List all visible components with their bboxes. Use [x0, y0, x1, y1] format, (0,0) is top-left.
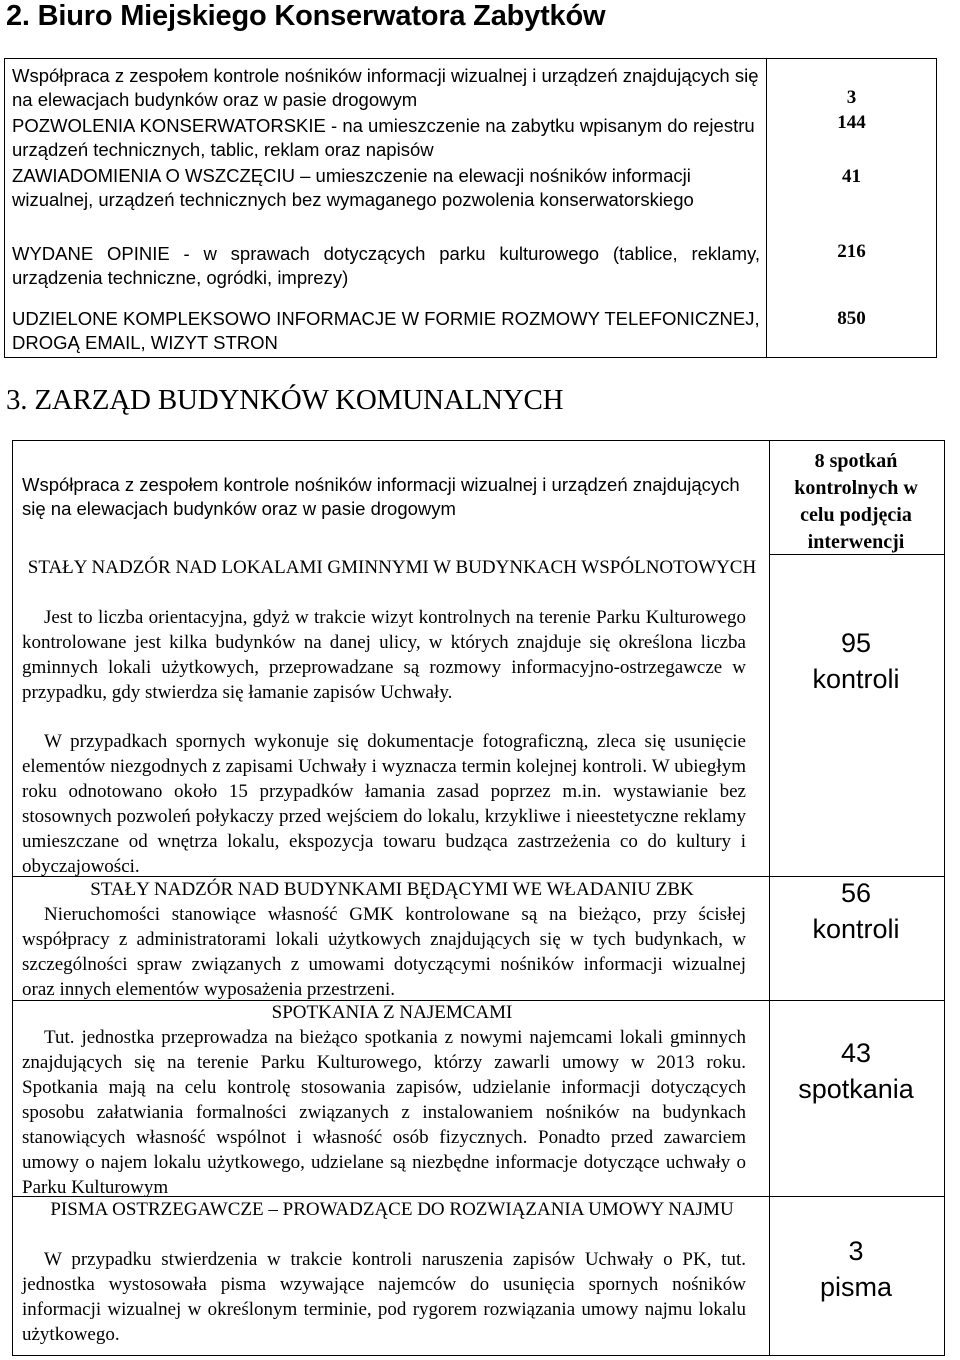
s3-block-4-para-1: W przypadku stwierdzenia w trakcie kontroli naruszenia zapisów Uchwały o PK, tut. jednostka wystosowała pisma wzywające najemców do usunięcia spornych nośników informacji wizualnej w określonym terminie, pod rygorem rozwiązania umowy najmu lokalu użytkowego. [22, 1249, 746, 1345]
s3-block-1-value-number: 95 [840, 628, 872, 658]
s3-block-4-value-number: 3 [848, 1236, 864, 1266]
s2-row-4-value: 216 [837, 241, 866, 262]
s2-row-4-text: WYDANE OPINIE - w sprawach dotyczących parku kulturowego (tablice, reklamy, urządzenia techniczne, ogródki, imprezy) [12, 243, 760, 288]
s3-block-4-value-unit: pisma [819, 1272, 893, 1302]
s3-block-1-para-1: Jest to liczba orientacyjna, gdyż w trakcie wizyt kontrolnych na terenie Parku Kulturowego kontrolowane jest kilka budynków na danej ulicy, w których znajduje się określona liczba gminnych lokali użytkowych, przeprowadzane są rozmowy informacyjno-ostrzegawcze w przypadku, gdy stwierdza się łamanie zapisów Uchwały. [22, 607, 746, 703]
section-2-heading: 2. Biuro Miejskiego Konserwatora Zabytków [6, 0, 606, 32]
s3-block-1-title: STAŁY NADZÓR NAD LOKALAMI GMINNYMI W BUDYNKACH WSPÓLNOTOWYCH [27, 557, 757, 578]
s2-row-2-text: POZWOLENIA KONSERWATORSKIE - na umieszczenie na zabytku wpisanym do rejestru urządzeń technicznych, tablic, reklam oraz napisów [12, 115, 755, 160]
s2-row-1-value: 3 [846, 87, 857, 108]
s3-block-2-value-unit: kontroli [812, 914, 900, 944]
s3-block-1-value-unit: kontroli [812, 664, 900, 694]
s3-block-3-para-1: Tut. jednostka przeprowadza na bieżąco spotkania z nowymi najemcami lokali gminnych znajdujących się na terenie Parku Kulturowego, którzy zawarli umowy w 2013 roku. Spotkania mają na celu kontrolę stosowania zapisów, udzielanie informacji dotyczących sposobu załatwiania formalności związanych z instalowaniem nośników na budynkach stanowiących własność wspólnot i własność osób fizycznych. Ponadto przed zawarciem umowy o najem lokalu użytkowego, udzielane są niezbędne informacje dotyczące uchwały o Parku Kulturowym [22, 1027, 746, 1198]
s2-row-3-value: 41 [842, 166, 861, 187]
s3-intro-value: 8 spotkań kontrolnych w celu podjęcia interwencji [794, 450, 918, 553]
s3-block-2-title: STAŁY NADZÓR NAD BUDYNKAMI BĘDĄCYMI WE WŁADANIU ZBK [90, 879, 694, 900]
s3-intro-text: Współpraca z zespołem kontrole nośników informacji wizualnej i urządzeń znajdujących się na elewacjach budynków oraz w pasie drogowym [22, 474, 740, 519]
s3-block-2-value-number: 56 [840, 878, 872, 908]
s2-row-3-text: ZAWIADOMIENIA O WSZCZĘCIU – umieszczenie na elewacji nośników informacji wizualnej, urządzeń technicznych bez wymaganego pozwolenia konserwatorskiego [12, 165, 694, 210]
s2-row-1-text: Współpraca z zespołem kontrole nośników informacji wizualnej i urządzeń znajdujących się na elewacjach budynków oraz w pasie drogowym [12, 65, 759, 110]
section-3-heading: 3. ZARZĄD BUDYNKÓW KOMUNALNYCH [6, 384, 564, 416]
s3-block-1-para-2: W przypadkach spornych wykonuje się dokumentacje fotograficzną, zleca się usunięcie elementów niezgodnych z zapisami Uchwały i wyznacza termin kolejnej kontroli. W ubiegłym roku odnotowano około 15 przypadków łamania zasad poprzez m.in. wystawianie bez stosownych pozwoleń połykaczy przed wejściem do lokalu, krzykliwe i nieestetyczne reklamy umieszczane od wnętrza lokalu, ekspozycja towaru budząca zastrzeżenia co do kultury i obyczajowości. [22, 731, 746, 877]
s3-block-3-value-number: 43 [840, 1038, 872, 1068]
s3-block-2-para-1: Nieruchomości stanowiące własność GMK kontrolowane są na bieżąco, przy ścisłej współpracy z administratorami lokali użytkowych znajdujących się w tych budynkach, w szczególności spraw związanych z umowami dotyczącymi nośników informacji wizualnej oraz innych elementów wyposażenia przestrzeni. [22, 904, 746, 1000]
s3-block-3-title: SPOTKANIA Z NAJEMCAMI [271, 1002, 513, 1023]
s2-row-2-value: 144 [837, 112, 866, 133]
s2-row-5-value: 850 [837, 308, 866, 329]
s2-row-5-text: UDZIELONE KOMPLEKSOWO INFORMACJE W FORMIE ROZMOWY TELEFONICZNEJ, DROGĄ EMAIL, WIZYT STRON [12, 308, 760, 353]
s3-block-4-title: PISMA OSTRZEGAWCZE – PROWADZĄCE DO ROZWIĄZANIA UMOWY NAJMU [50, 1199, 734, 1220]
s3-block-3-value-unit: spotkania [798, 1074, 914, 1104]
